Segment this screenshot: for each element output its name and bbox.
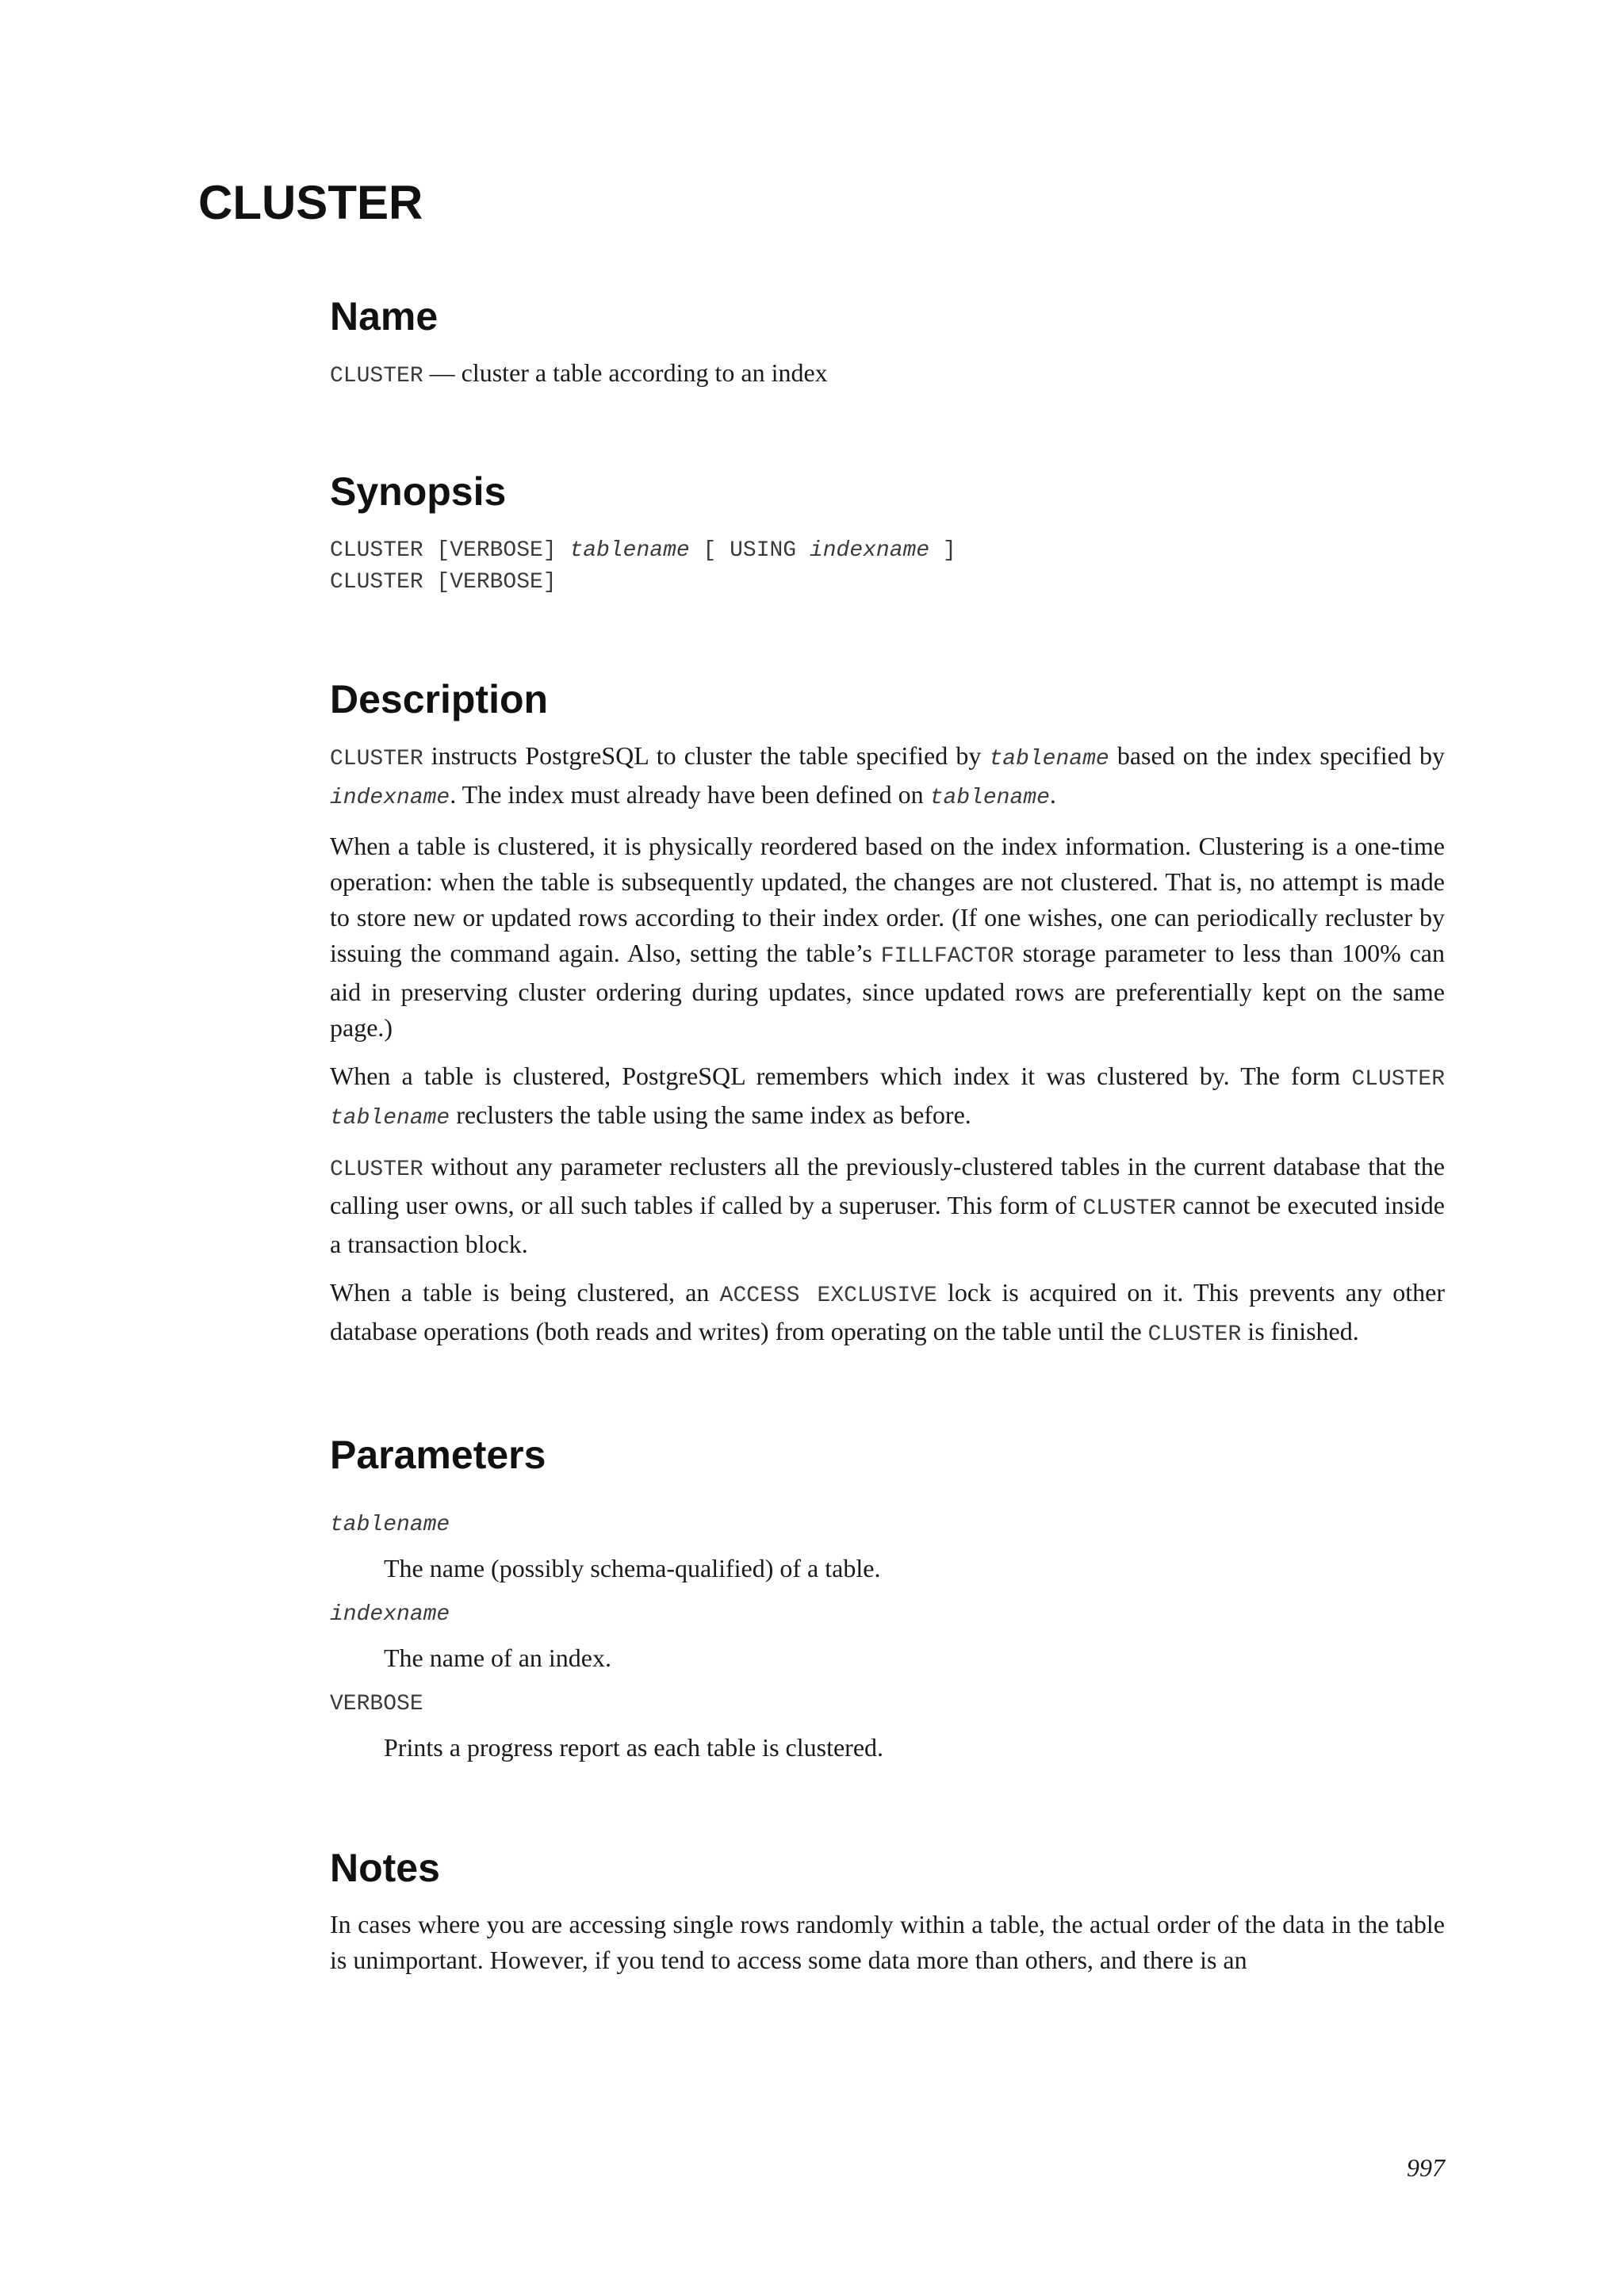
text: without any parameter reclusters all the previously-clustered tables in the current database that the calling user owns, or all such tables if called by a superuser. This form of	[330, 1152, 1445, 1219]
parameter-term: tablename	[330, 1513, 450, 1537]
name-summary	[330, 355, 1445, 394]
command-summary: — cluster a table according to an index	[423, 358, 828, 387]
text: .	[1049, 780, 1056, 809]
description-paragraph-2	[330, 828, 1445, 1046]
synopsis-code	[330, 535, 1445, 599]
code-cluster: CLUSTER	[1147, 1322, 1242, 1347]
text: instructs PostgreSQL to cluster the table specified by	[423, 741, 990, 770]
section-heading-name: Name	[330, 294, 439, 339]
text: based on the index specified by	[1109, 741, 1446, 770]
code-indexname: indexname	[330, 786, 450, 810]
section-heading-synopsis: Synopsis	[330, 469, 507, 514]
synopsis-line1-tablename: tablename	[569, 538, 690, 563]
page-title: CLUSTER	[198, 176, 423, 229]
notes-paragraph-1: In cases where you are accessing single rows randomly within a table, the actual order of the data in the table is unimportant. However, if you tend to access some data more than others, and there is an	[330, 1910, 1445, 1974]
description-paragraph-1	[330, 738, 1445, 816]
page-number: 997	[1407, 2153, 1445, 2182]
code-tablename: tablename	[330, 1106, 450, 1131]
description-paragraph-5	[330, 1275, 1445, 1353]
section-heading-description: Description	[330, 677, 549, 721]
code-cluster: CLUSTER	[1351, 1067, 1445, 1092]
parameter-list	[330, 1510, 1445, 1766]
section-notes	[330, 1848, 1445, 1978]
text: . The index must already have been defined on	[450, 780, 930, 809]
code-fillfactor: FILLFACTOR	[880, 944, 1014, 969]
code-tablename: tablename	[929, 786, 1050, 810]
section-description	[330, 679, 1445, 1353]
text: lock is acquired on it. This prevents any other database operations (both reads and writes) from operating on the table until the	[330, 1278, 1446, 1345]
parameter-term: VERBOSE	[330, 1692, 423, 1716]
synopsis-line1-e: ]	[929, 538, 956, 563]
synopsis-line2: CLUSTER [VERBOSE]	[330, 570, 557, 595]
code-tablename: tablename	[989, 747, 1109, 771]
text: reclusters the table using the same index as before.	[450, 1100, 971, 1129]
command-name: CLUSTER	[330, 364, 423, 388]
section-name	[330, 294, 1445, 394]
page-content	[330, 294, 1446, 1991]
text: When a table is clustered, PostgreSQL remembers which index it was clustered by. The form	[330, 1062, 1352, 1090]
description-paragraph-3	[330, 1058, 1445, 1136]
section-parameters	[330, 1435, 1445, 1766]
text: cannot be executed inside a transaction block.	[330, 1191, 1446, 1258]
description-paragraph-4	[330, 1149, 1445, 1262]
parameter-term: indexname	[330, 1602, 450, 1627]
section-heading-parameters: Parameters	[330, 1433, 546, 1477]
text: storage parameter to less than 100% can aid in preserving cluster ordering during updates, since updated rows are preferentially kept on the same page.)	[330, 939, 1446, 1042]
text: When a table is being clustered, an	[330, 1278, 720, 1307]
code-cluster: CLUSTER	[1082, 1196, 1176, 1221]
code-cluster: CLUSTER	[330, 1158, 423, 1182]
text: When a table is clustered, it is physically reordered based on the index information. Clustering is a one-time operation: when the table is subsequently updated, the changes are not clustered. That is, no attempt is made to store new or updated rows according to their index order. (If one wishes, one can periodically recluster by issuing the command again. Also, setting the table’s	[330, 832, 1445, 967]
synopsis-line1-c: [ USING	[689, 538, 810, 563]
parameter-description: The name of an index.	[384, 1644, 611, 1672]
synopsis-line1-indexname: indexname	[809, 538, 930, 563]
section-synopsis	[330, 469, 1445, 599]
code-access-exclusive: ACCESS EXCLUSIVE	[719, 1284, 937, 1308]
section-heading-notes: Notes	[330, 1846, 440, 1890]
text: is finished.	[1241, 1317, 1359, 1345]
parameter-description: Prints a progress report as each table is clustered.	[384, 1733, 884, 1762]
parameter-description: The name (possibly schema-qualified) of a table.	[384, 1554, 881, 1582]
code-cluster: CLUSTER	[330, 747, 423, 771]
synopsis-line1-a: CLUSTER [VERBOSE]	[330, 538, 570, 563]
